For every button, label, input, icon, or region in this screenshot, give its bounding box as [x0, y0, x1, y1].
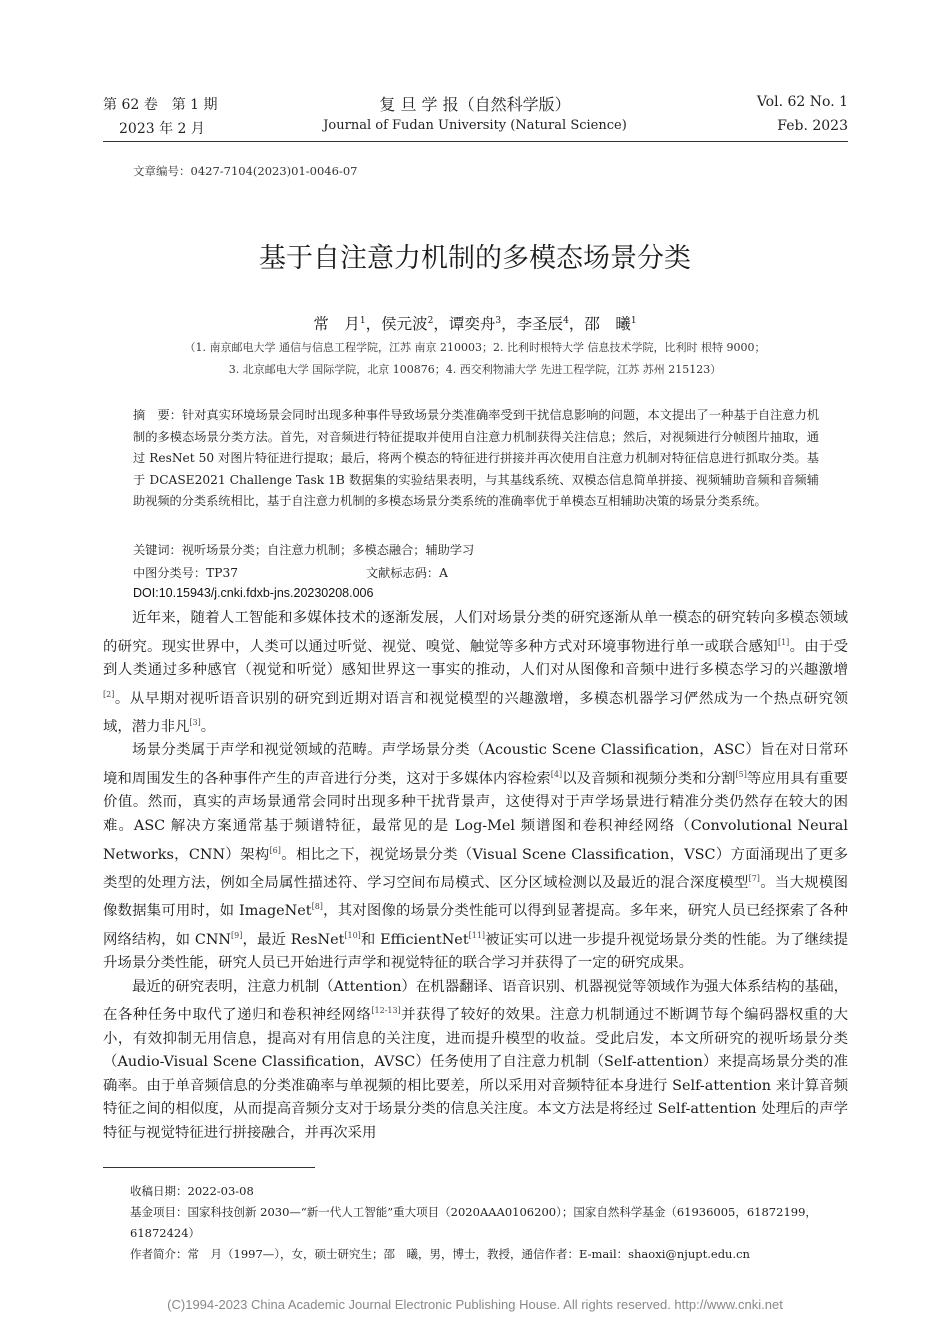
- doc-code-label: 文献标志码：: [366, 566, 440, 580]
- header-date-en: Feb. 2023: [777, 118, 848, 134]
- copyright-watermark: (C)1994-2023 China Academic Journal Electronic Publishing House. All rights reserved. http://www.cnki.net: [167, 1297, 783, 1312]
- author-affil-mark: 2: [427, 315, 434, 326]
- author-separator: ，: [568, 315, 585, 333]
- author-affil-mark: 3: [495, 315, 502, 326]
- header-rule: [103, 141, 848, 142]
- page-title: 基于自注意力机制的多模态场景分类: [259, 243, 691, 274]
- keywords-text: 视听场景分类；自注意力机制；多模态融合；辅助学习: [181, 543, 475, 557]
- text-span: 。相比之下，视觉场景分类（Visual Scene Classification，VSC）方面涌现出了更多类型的处理方法，例如全局属性描述符、学习空间布局模式、区分区域检测以及最近的混合深度模型: [103, 846, 848, 891]
- abstract: [133, 405, 819, 513]
- text-span: 。从早期对视听语音识别的研究到近期对语言和视觉模型的兴趣激增，多模态机器学习俨然成为一个热点研究领域，潜力非凡: [103, 690, 848, 735]
- clc-number: [133, 564, 238, 581]
- text-span: 被证实可以进一步提升视觉场景分类的性能。为了继续提升场景分类性能，研究人员已开始进行声学和视觉特征的联合学习并获得了一定的研究成果。: [103, 931, 848, 972]
- citation[interactable]: [11]: [468, 930, 486, 940]
- doc-code-value: A: [439, 566, 448, 580]
- footnote-label: 收稿日期：: [130, 1184, 188, 1198]
- citation[interactable]: [6]: [269, 845, 281, 855]
- author-affil-mark: 1: [359, 315, 366, 326]
- footnote-rule: [103, 1167, 315, 1168]
- citation[interactable]: [12-13]: [371, 1006, 401, 1016]
- footnote-value: 常 月（1997—），女，硕士研究生；邵 曦，男，博士，教授，通信作者：E-mail：shaoxi@njupt.edu.cn: [187, 1247, 750, 1261]
- author-name: 侯元波: [381, 315, 428, 333]
- abstract-label: 摘 要：: [133, 408, 183, 422]
- body-text: [103, 607, 848, 1146]
- paragraph: [103, 976, 848, 1146]
- text-span: 最近的研究表明，注意力机制（Attention）在机器翻译、语音识别、机器视觉等领域作为强大体系结构的基础，在各种任务中取代了递归和卷积神经网络: [103, 978, 848, 1024]
- footnote-value: 国家科技创新 2030—“新一代人工智能”重大项目（2020AAA0106200）；国家自然科学基金（61936005，61872199，61872424）: [130, 1205, 817, 1240]
- text-span: ，最近 ResNet: [242, 931, 345, 948]
- citation[interactable]: [1]: [777, 637, 790, 647]
- author-separator: ，: [365, 315, 382, 333]
- citation[interactable]: [3]: [189, 717, 201, 727]
- text-span: 场景分类属于声学和视觉领域的范畴。声学场景分类（Acoustic Scene Classification，ASC）旨在对日常环境和周围发生的各种事件产生的声音进行分类，这对于多媒体内容检索: [103, 742, 848, 787]
- author-name: 常 月: [313, 315, 360, 333]
- text-span: 近年来，随着人工智能和多媒体技术的逐渐发展，人们对场景分类的研究逐渐从单一模态的研究转向多模态领域的研究。现实世界中，人类可以通过听觉、视觉、嗅觉、触觉等多种方式对环境事物进行单一或联合感知: [103, 610, 848, 655]
- text-span: ，其对图像的场景分类性能可以得到显著提高。多年来，研究人员已经探索了各种网络结构，如 CNN: [103, 903, 848, 948]
- paragraph: [103, 739, 848, 975]
- author-affil-mark: 1: [630, 315, 637, 326]
- clc-value: TP37: [206, 566, 238, 580]
- author-affil-mark: 4: [563, 315, 569, 326]
- header-journal-en: Journal of Fudan University (Natural Science): [323, 118, 627, 133]
- author-list: [0, 312, 950, 334]
- text-span: 。由于受到人类通过多种感官（视觉和听觉）感知世界这一事实的推动，人们对从图像和音频中进行多模态学习的兴趣激增: [103, 638, 848, 678]
- paragraph: [103, 607, 848, 739]
- footnote-received: [130, 1181, 855, 1202]
- header-vol-en: Vol. 62 No. 1: [756, 94, 848, 110]
- keywords: [133, 541, 474, 558]
- doi[interactable]: DOI:10.15943/j.cnki.fdxb-jns.20230208.006: [133, 586, 374, 600]
- author-separator: ，: [433, 315, 449, 333]
- citation[interactable]: [5]: [735, 769, 747, 779]
- footnote-value: 2022-03-08: [187, 1184, 254, 1198]
- header-journal-cn: 复 旦 学 报（自然科学版）: [379, 95, 571, 114]
- citation[interactable]: [2]: [103, 689, 115, 699]
- keywords-label: 关键词：: [133, 543, 182, 557]
- document-code: [366, 564, 448, 581]
- author-separator: ，: [501, 315, 517, 333]
- footnote-label: 作者简介：: [130, 1247, 188, 1261]
- citation[interactable]: [9]: [231, 930, 243, 940]
- citation[interactable]: [7]: [748, 873, 760, 883]
- header-date-cn: 2023 年 2 月: [119, 121, 205, 137]
- author-name: 谭奕舟: [448, 315, 496, 333]
- citation[interactable]: [8]: [311, 902, 323, 912]
- article-number: 文章编号：0427-7104(2023)01-0046-07: [133, 164, 358, 178]
- footnote-fund: [130, 1202, 855, 1244]
- citation[interactable]: [10]: [344, 930, 361, 940]
- text-span: 和 EfficientNet: [360, 931, 469, 948]
- footnote-bio: [130, 1244, 855, 1265]
- citation[interactable]: [4]: [550, 769, 563, 779]
- text-span: 。: [200, 718, 216, 735]
- footnote-label: 基金项目：: [130, 1205, 188, 1219]
- text-span: 等应用具有重要价值。然而，真实的声场景通常会同时出现多种干扰背景声，这使得对于声学场景进行精准分类仍然存在较大的困难。ASC 解决方案通常基于频谱特征，最常见的是 Log-Mel 频谱图和卷积神经网络（Convolutional Neural Networks，CNN）架构: [103, 770, 848, 863]
- abstract-text: 针对真实环境场景会同时出现多种事件导致场景分类准确率受到干扰信息影响的问题，本文提出了一种基于自注意力机制的多模态场景分类方法。首先，对音频进行特征提取并使用自注意力机制获得关注信息；然后，对视频进行分帧图片抽取，通过 ResNet 50 对图片特征进行提取；最后，将两个模态的特征进行拼接并再次使用自注意力机制对特征信息进行抓取分类。基于 DCASE2021 Challenge Task 1B 数据集的实验结果表明，与其基线系统、双模态信息简单拼接、视频辅助音频和音频辅助视频的分类系统相比，基于自注意力机制的多模态场景分类系统的准确率优于单模态互相辅助决策的场景分类系统。: [133, 408, 820, 509]
- text-span: 。当大规模图像数据集可用时，如 ImageNet: [103, 874, 848, 920]
- text-span: 并获得了较好的效果。注意力机制通过不断调节每个编码器权重的大小，有效抑制无用信息，提高对有用信息的关注度，进而提升模型的收益。受此启发，本文所研究的视听场景分类（Audio-Visual Scene Classification，AVSC）任务使用了自注意力机制（Self-attention）来提高场景分类的准确率。由于单音频信息的分类准确率与单视频的相比要差，所以采用对音频特征本身进行 Self-attention 来计算音频特征之间的相似度，从而提高音频分支对于场景分类的信息关注度。本文方法是将经过 Self-attention 处理后的声学特征与视觉特征进行拼接融合，并再次采用: [103, 1007, 848, 1142]
- footnotes: [130, 1181, 855, 1265]
- clc-label: 中图分类号：: [133, 566, 207, 580]
- header-volume-issue: 第 62 卷 第 1 期: [103, 97, 218, 113]
- text-span: 以及音频和视频分类和分割: [562, 770, 736, 787]
- affiliation-line-2: 3. 北京邮电大学 国际学院，北京 100876；4. 西交利物浦大学 先进工程学院，江苏 苏州 215123）: [228, 363, 722, 376]
- author-name: 邵 曦: [584, 315, 631, 333]
- author-name: 李圣辰: [516, 315, 564, 333]
- affiliation-line-1: （1. 南京邮电大学 通信与信息工程学院，江苏 南京 210003；2. 比利时根特大学 信息技术学院，比利时 根特 9000；: [184, 341, 766, 354]
